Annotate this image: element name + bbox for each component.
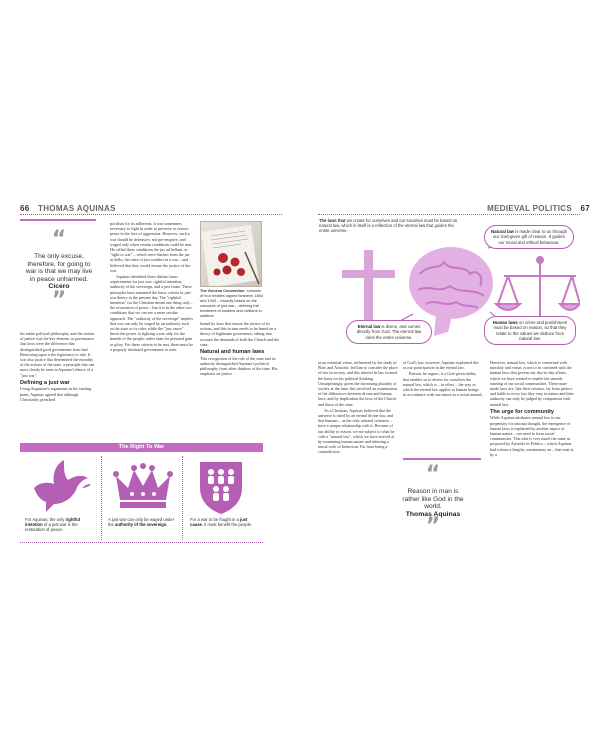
dove-icon bbox=[30, 458, 92, 514]
callout-rest: on crime and punishment must be based on reason, so that they relate to the values we deduce from natural law. bbox=[493, 320, 568, 341]
panel-caption-authority bbox=[108, 517, 178, 527]
callout-rest: is made clear to us through our God-given gift of reason. It guides our moral and ethical behaviour. bbox=[493, 229, 567, 245]
geneva-convention-photo bbox=[200, 221, 262, 287]
caption-text: , it must benefit the people. bbox=[201, 522, 253, 528]
close-quote-icon: ” bbox=[425, 513, 441, 539]
subheading-urge-for-community: The urge for community bbox=[490, 408, 555, 415]
paragraph: of God's law, however, Aquinas explained this as our participation in the eternal law. bbox=[403, 360, 479, 371]
right-col3-text bbox=[490, 360, 576, 458]
right-chapter-title: MEDIEVAL POLITICS bbox=[487, 204, 572, 213]
paragraph: Reason, he argues, is a God-given ability that enables us to devise for ourselves the natural law, which is – in effect – the way in which the eternal law applies to human beings in accordance with our nature as a social animal. bbox=[403, 371, 483, 398]
crown-icon bbox=[112, 462, 174, 510]
right-col2-text bbox=[403, 360, 483, 398]
caption-rest: , consists of four treaties signed between 1864 and 1949 – broadly based on the concepts of just war – defining the treatment of soldiers and civilians in wartime. bbox=[200, 288, 263, 318]
people-shield-icon bbox=[196, 458, 246, 516]
cicero-quote bbox=[24, 227, 94, 314]
right-running-head bbox=[487, 204, 590, 213]
panel-caption-just-cause bbox=[190, 517, 260, 527]
caption-bold: authority of the sovereign bbox=[115, 522, 167, 528]
left-page-number: 66 bbox=[20, 204, 30, 213]
callout-bold: Eternal law bbox=[357, 324, 381, 329]
paragraph: as an essential virtue, influenced by his study of Plato and Aristotle, led him to consider the place of law in society, and this interest in law formed the basis for his political thinking. Unsurprisingly, given the increasing plurality of society at the time, this involved an examination of the differences between divine and human laws, and by implication the laws of the Church and those of the state. bbox=[318, 360, 398, 407]
paragraph: While Aquinas attributes natural law to our propensity for rational thought, the emergence of human laws is explained by another aspect of human nature – our need to form social communities. This idea is very much the same as proposed by Aristotle in Politics – which Aquinas had written a lengthy commentary on – that man is by a bbox=[490, 415, 574, 457]
left-running-head bbox=[20, 204, 116, 213]
paragraph: his entire political philosophy, and the notion of justice was the key element in governance. Just laws were the difference that distinguished good government from bad. Bestowing upon it the legitimacy to rule. It was also justice that determined the morality of the actions of the state, a principle that can most clearly be seen in Aquinas's theory of a "just war". bbox=[20, 331, 95, 378]
callout-bold: Human laws bbox=[492, 320, 518, 325]
caption-bold: The Geneva Convention bbox=[200, 288, 245, 293]
aquinas-quote bbox=[400, 462, 466, 539]
caption-text: For a war to be fought in a bbox=[190, 517, 241, 522]
paragraph: pacifism for its adherents, it was sometimes necessary to fight in order to preserve or restore peace in the face of aggression. However, such a war should be defensive, not pre-emptive, and waged only when certain conditions could be met. He called these conditions the jus ad bellum, or "right to war" – which were distinct from the jus in bello, the rules of just conduct in a war – and believed that they would ensure the justice of the war. bbox=[110, 221, 193, 273]
quote-author: Thomas Aquinas bbox=[405, 510, 461, 518]
right-to-war-header: The Right To War bbox=[20, 443, 263, 452]
close-quote-icon: ” bbox=[51, 288, 67, 314]
subheading-just-war: Defining a just war bbox=[20, 379, 70, 386]
caption-bold: just cause bbox=[190, 517, 248, 528]
document-seals-icon bbox=[201, 222, 262, 287]
subheading-natural-human-laws: Natural and human laws bbox=[200, 349, 265, 356]
open-quote-icon: “ bbox=[51, 227, 67, 252]
right-header-rule bbox=[318, 214, 580, 215]
caption-text: of a just war is the restoration of peace. bbox=[25, 522, 78, 533]
right-col1-text bbox=[318, 360, 398, 456]
intro-rest: we create for ourselves and our societies must be based on natural law, which in itself is a reflection of the eternal law that guides the entire universe. bbox=[319, 218, 458, 234]
natural-law-callout bbox=[484, 225, 574, 249]
paragraph: Aquinas identified three distinct basic requirements for just war: rightful intention, authority of the sovereign, and a just cause. These principles have remained the basic criteria in just-war theory to the present day. The "rightful intention" for the Christian meant one thing only – the restoration of peace – but it is in the other two conditions that we can see a more secular approach. The "authority of the sovereign" implies that war can only be waged by an authority such as the state or its ruler, while the "just cause" limits the power to fighting a war only for the benefit of the people, rather than for personal gain or glory. For these criteria to be met, there must be a properly instituted government or ruler bbox=[110, 274, 193, 352]
paragraph: bound by laws that ensure the justice of its actions, and this in turn needs to be based on a theory of legitimate governance, taking into account the demands of both the Church and the state. bbox=[200, 321, 280, 347]
intro-bold: The laws that bbox=[319, 218, 346, 223]
open-quote-icon: “ bbox=[425, 462, 441, 487]
caption-bold: rightful intention bbox=[25, 517, 80, 528]
panel-caption-rightful-intention bbox=[25, 517, 95, 533]
quote-author: Cicero bbox=[48, 283, 70, 291]
quote-text: Reason in man is rather like God in the world. bbox=[402, 488, 464, 511]
left-header-rule bbox=[20, 214, 282, 215]
paragraph: However, natural law, which is concerned with morality and virtue, is not to be confused with the human laws that govern our day-to-day affairs, which we have created to enable the smooth running of our social communities. These man-made laws are, like their creators, far from perfect and liable to error; but they vary in nature and their authority can only be judged by comparison with natural law. bbox=[490, 360, 574, 407]
paragraph: Using Augustine's arguments as his starting point, Aquinas agreed that although Christianity preached bbox=[20, 386, 92, 402]
photo-caption bbox=[200, 289, 264, 318]
left-chapter-title: THOMAS AQUINAS bbox=[38, 204, 116, 213]
left-col3-text bbox=[200, 321, 282, 377]
quote-top-bar bbox=[20, 219, 96, 221]
paragraph: This recognition of the role of the state and its authority distinguished Aquinas's political philosophy from other thinkers of the time. His emphasis on justice bbox=[200, 355, 278, 377]
caption-text: For Aquinas, the only bbox=[25, 517, 66, 522]
quote-text: The only excuse, therefore, for going to war is that we may live in peace unharmed. bbox=[25, 253, 93, 283]
left-col2-text bbox=[110, 221, 193, 353]
caption-text: A just war can only be waged under the bbox=[108, 517, 175, 528]
callout-rest: is divine, and comes directly from God. The eternal law rules the entire universe. bbox=[356, 324, 422, 340]
caption-text: . bbox=[166, 522, 168, 528]
quote-top-bar bbox=[403, 458, 481, 460]
panel-divider bbox=[182, 456, 183, 540]
eternal-law-callout bbox=[346, 320, 432, 344]
callout-bold: Natural law bbox=[491, 229, 514, 234]
human-laws-callout bbox=[484, 316, 576, 345]
paragraph: As a Christian, Aquinas believed that the universe is ruled by an eternal divine law, and that humans – as the only rational creatures – have a unique relationship with it. Because of our ability to reason, we are subject to what he calls a "natural law", which we have arrived at by examining human nature and inferring a moral code of behaviour. Far from being a contradiction bbox=[318, 407, 395, 455]
right-page-number: 67 bbox=[580, 204, 590, 213]
panel-divider bbox=[101, 456, 102, 540]
left-col1-text bbox=[20, 331, 97, 403]
